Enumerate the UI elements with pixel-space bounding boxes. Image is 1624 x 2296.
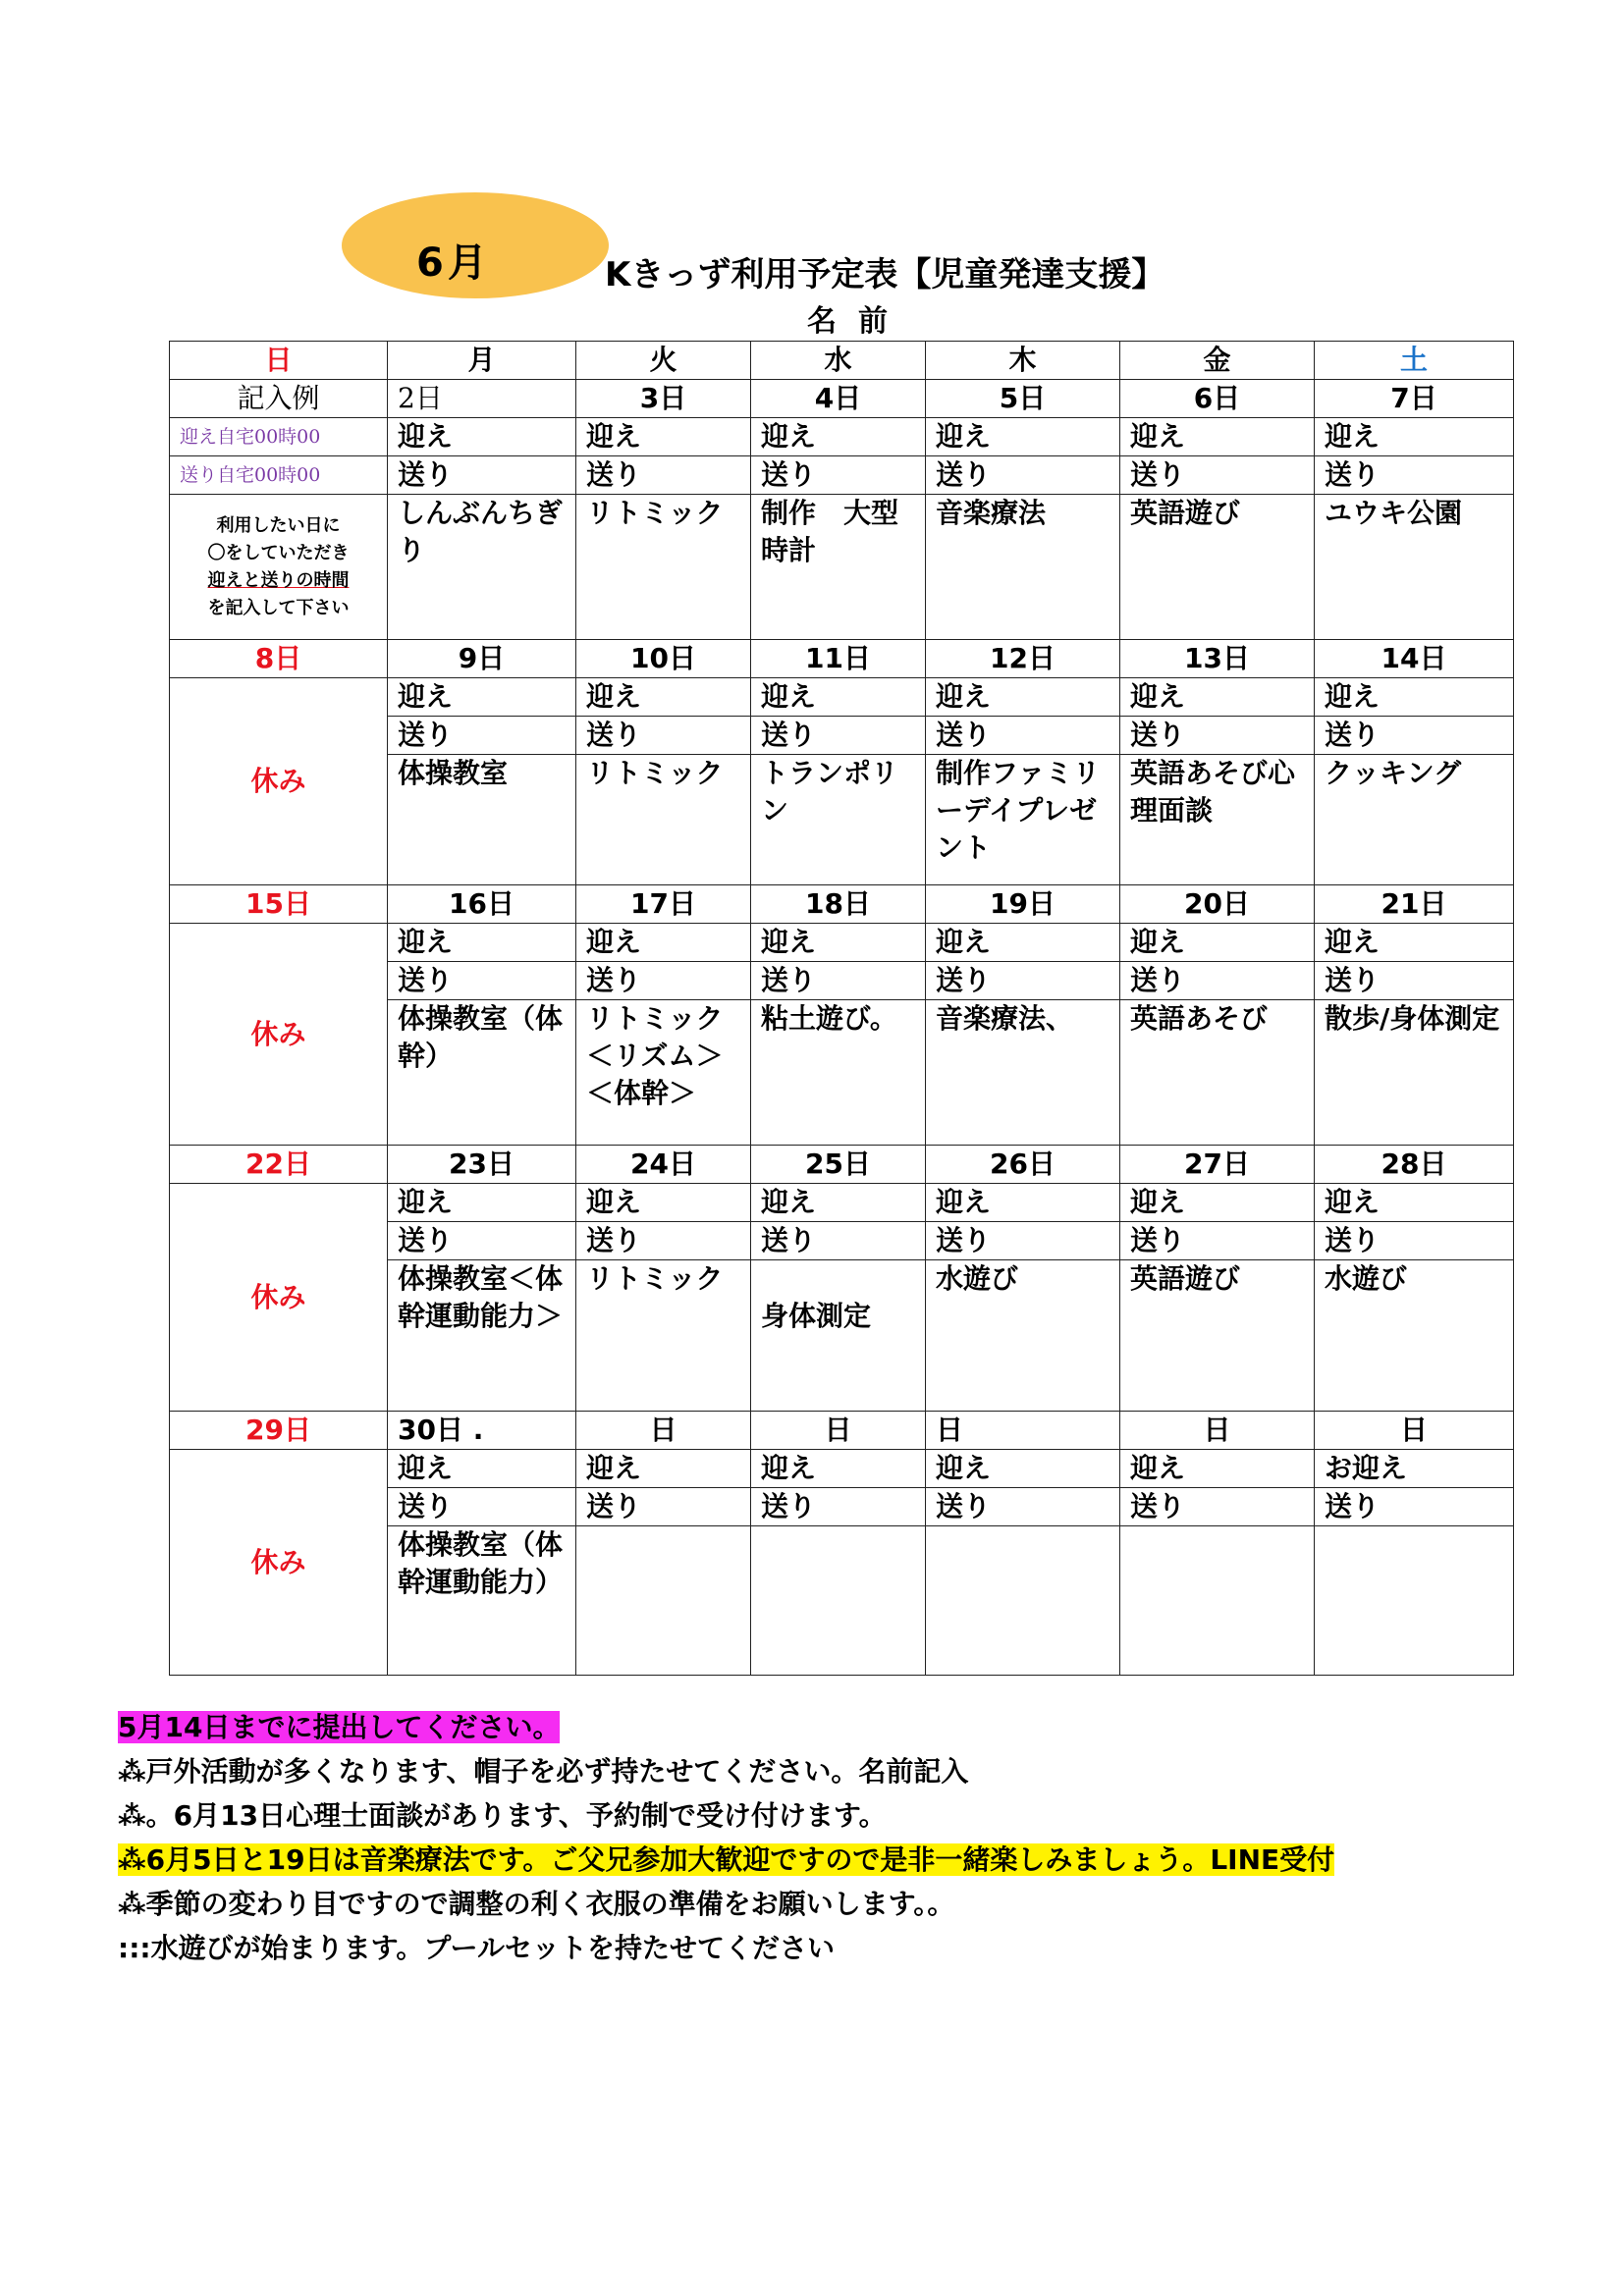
pickup-field[interactable]: 迎え — [926, 924, 1120, 962]
activity-cell[interactable] — [576, 1526, 751, 1676]
dropoff-field[interactable]: 送り — [1120, 1488, 1315, 1526]
dropoff-field[interactable]: 送り — [1120, 1222, 1315, 1260]
dropoff-field[interactable]: 送り — [1315, 717, 1514, 755]
dropoff-field[interactable]: 送り — [388, 717, 576, 755]
note-deadline — [118, 1708, 1334, 1752]
pickup-field[interactable]: 迎え — [926, 418, 1120, 456]
weekday-tue: 火 — [576, 342, 751, 380]
activity-cell[interactable]: 身体測定 — [751, 1260, 926, 1412]
pickup-field[interactable]: 迎え — [926, 1184, 1120, 1222]
week2-date-row — [170, 640, 1514, 678]
dropoff-field[interactable]: 送り — [576, 1488, 751, 1526]
pickup-field[interactable]: 迎え — [388, 924, 576, 962]
activity-cell[interactable]: リトミック — [576, 495, 751, 640]
example-instructions — [170, 495, 388, 640]
dropoff-field[interactable]: 送り — [388, 962, 576, 1000]
activity-cell[interactable]: 制作ファミリーデイプレゼント — [926, 755, 1120, 885]
pickup-field[interactable]: お迎え — [1315, 1450, 1514, 1488]
dropoff-field[interactable]: 送り — [1120, 456, 1315, 495]
date-cell: 4日 — [751, 380, 926, 418]
dropoff-field[interactable]: 送り — [926, 962, 1120, 1000]
activity-cell[interactable]: 制作 大型時計 — [751, 495, 926, 640]
name-label: 名前 — [807, 304, 909, 339]
example-pickup: 迎え自宅00時00 — [170, 418, 388, 456]
weekday-wed: 水 — [751, 342, 926, 380]
sunday-date: 8日 — [170, 640, 388, 678]
pickup-field[interactable]: 迎え — [1120, 1184, 1315, 1222]
weekday-fri: 金 — [1120, 342, 1315, 380]
music-therapy-note: ⁂6月5日と19日は音楽療法です。ご父兄参加大歓迎ですので是非一緒楽しみましょう。LINE受付 — [118, 1843, 1335, 1876]
date-cell: 20日 — [1120, 885, 1315, 924]
example-label: 記入例 — [170, 380, 388, 418]
note-item: :::水遊びが始まります。プールセットを持たせてください — [118, 1932, 835, 1964]
month-label: 6月 — [416, 240, 491, 286]
date-cell: 25日 — [751, 1146, 926, 1184]
week5-pickup-row — [170, 1450, 1514, 1488]
pickup-field[interactable]: 迎え — [576, 924, 751, 962]
dropoff-field[interactable]: 送り — [576, 962, 751, 1000]
week1-activity-row — [170, 495, 1514, 640]
weekday-header-row — [170, 342, 1514, 380]
activity-cell[interactable] — [751, 1526, 926, 1676]
dropoff-field[interactable]: 送り — [751, 1222, 926, 1260]
dropoff-field[interactable]: 送り — [926, 1488, 1120, 1526]
pickup-field[interactable]: 迎え — [1315, 418, 1514, 456]
dropoff-field[interactable]: 送り — [1315, 1222, 1514, 1260]
pickup-field[interactable]: 迎え — [388, 1450, 576, 1488]
dropoff-field[interactable]: 送り — [751, 717, 926, 755]
instruction-line: 利用したい日に — [216, 514, 341, 536]
weekday-thu: 木 — [926, 342, 1120, 380]
date-cell: 12日 — [926, 640, 1120, 678]
activity-cell[interactable]: 水遊び — [926, 1260, 1120, 1412]
activity-cell[interactable]: リトミック＜リズム＞＜体幹＞ — [576, 1000, 751, 1146]
notes-section — [118, 1708, 1334, 1973]
dropoff-field[interactable]: 送り — [388, 1488, 576, 1526]
date-cell: 日 — [576, 1412, 751, 1450]
date-cell: 26日 — [926, 1146, 1120, 1184]
note-item: ⁂。6月13日心理士面談があります、予約制で受け付けます。 — [118, 1799, 887, 1832]
note-item: ⁂季節の変わり目ですので調整の利く衣服の準備をお願いします。。 — [118, 1888, 955, 1920]
pickup-field[interactable]: 迎え — [926, 1450, 1120, 1488]
instruction-line: 迎えと送りの時間 — [207, 569, 350, 591]
activity-cell[interactable]: 体操教室＜体幹運動能力＞ — [388, 1260, 576, 1412]
week1-date-row — [170, 380, 1514, 418]
pickup-field[interactable]: 迎え — [388, 678, 576, 717]
date-cell: 30日 . — [388, 1412, 576, 1450]
week2-pickup-row — [170, 678, 1514, 717]
dropoff-field[interactable]: 送り — [1120, 717, 1315, 755]
date-cell: 2日 — [388, 380, 576, 418]
week4-pickup-row — [170, 1184, 1514, 1222]
sunday-date: 29日 — [170, 1412, 388, 1450]
pickup-field[interactable]: 迎え — [1120, 1450, 1315, 1488]
pickup-field[interactable]: 迎え — [576, 1450, 751, 1488]
pickup-field[interactable]: 迎え — [751, 678, 926, 717]
instruction-line: 〇をしていただき — [207, 542, 350, 563]
date-cell: 14日 — [1315, 640, 1514, 678]
date-cell: 日 — [926, 1412, 1120, 1450]
date-cell: 17日 — [576, 885, 751, 924]
dropoff-field[interactable]: 送り — [1315, 962, 1514, 1000]
dropoff-field[interactable]: 送り — [751, 962, 926, 1000]
activity-cell[interactable]: リトミック — [576, 755, 751, 885]
pickup-field[interactable]: 迎え — [576, 418, 751, 456]
dropoff-field[interactable]: 送り — [926, 456, 1120, 495]
date-cell: 24日 — [576, 1146, 751, 1184]
date-cell: 13日 — [1120, 640, 1315, 678]
dropoff-field[interactable]: 送り — [576, 717, 751, 755]
example-dropoff: 送り自宅00時00 — [170, 456, 388, 495]
date-cell: 18日 — [751, 885, 926, 924]
sunday-closed: 休み — [170, 1184, 388, 1412]
pickup-field[interactable]: 迎え — [1315, 678, 1514, 717]
date-cell: 6日 — [1120, 380, 1315, 418]
deadline-text: 5月14日までに提出してください。 — [118, 1711, 561, 1743]
note-item — [118, 1841, 1334, 1885]
activity-cell[interactable]: 英語遊び — [1120, 1260, 1315, 1412]
date-cell: 日 — [1120, 1412, 1315, 1450]
pickup-field[interactable]: 迎え — [751, 924, 926, 962]
activity-cell[interactable]: 散歩/身体測定 — [1315, 1000, 1514, 1146]
dropoff-field[interactable]: 送り — [751, 1488, 926, 1526]
activity-cell[interactable] — [1120, 1526, 1315, 1676]
dropoff-field[interactable]: 送り — [751, 456, 926, 495]
dropoff-field[interactable]: 送り — [1120, 962, 1315, 1000]
activity-cell[interactable]: リトミック — [576, 1260, 751, 1412]
activity-cell[interactable]: 水遊び — [1315, 1260, 1514, 1412]
activity-cell[interactable]: 英語遊び — [1120, 495, 1315, 640]
dropoff-field[interactable]: 送り — [576, 456, 751, 495]
pickup-field[interactable]: 迎え — [751, 418, 926, 456]
activity-cell[interactable]: 体操教室（体幹） — [388, 1000, 576, 1146]
date-cell: 5日 — [926, 380, 1120, 418]
activity-cell[interactable] — [926, 1526, 1120, 1676]
week5-date-row — [170, 1412, 1514, 1450]
sunday-date: 22日 — [170, 1146, 388, 1184]
pickup-field[interactable]: 迎え — [388, 1184, 576, 1222]
date-cell: 21日 — [1315, 885, 1514, 924]
week1-pickup-row — [170, 418, 1514, 456]
note-item: ⁂戸外活動が多くなります、帽子を必ず持たせてください。名前記入 — [118, 1755, 969, 1788]
pickup-field[interactable]: 迎え — [1120, 418, 1315, 456]
date-cell: 11日 — [751, 640, 926, 678]
date-cell: 10日 — [576, 640, 751, 678]
date-cell: 28日 — [1315, 1146, 1514, 1184]
activity-cell[interactable]: 粘土遊び。 — [751, 1000, 926, 1146]
date-cell: 日 — [751, 1412, 926, 1450]
activity-cell[interactable]: しんぶんちぎり — [388, 495, 576, 640]
dropoff-field[interactable]: 送り — [1315, 1488, 1514, 1526]
activity-cell[interactable]: 音楽療法、 — [926, 1000, 1120, 1146]
activity-cell[interactable]: トランポリン — [751, 755, 926, 885]
activity-cell[interactable]: 英語あそび — [1120, 1000, 1315, 1146]
activity-cell[interactable]: 音楽療法 — [926, 495, 1120, 640]
pickup-field[interactable]: 迎え — [1120, 678, 1315, 717]
activity-cell[interactable]: 英語あそび心理面談 — [1120, 755, 1315, 885]
dropoff-field[interactable]: 送り — [388, 1222, 576, 1260]
weekday-sat: 土 — [1315, 342, 1514, 380]
sunday-closed: 休み — [170, 1450, 388, 1676]
dropoff-field[interactable]: 送り — [926, 1222, 1120, 1260]
date-cell: 23日 — [388, 1146, 576, 1184]
instruction-line: を記入して下さい — [207, 597, 350, 618]
weekday-mon: 月 — [388, 342, 576, 380]
pickup-field[interactable]: 迎え — [576, 678, 751, 717]
activity-cell[interactable]: ユウキ公園 — [1315, 495, 1514, 640]
dropoff-field[interactable]: 送り — [388, 456, 576, 495]
activity-cell[interactable]: 体操教室（体幹運動能力） — [388, 1526, 576, 1676]
schedule-table — [169, 341, 1514, 1676]
pickup-field[interactable]: 迎え — [1315, 1184, 1514, 1222]
date-cell: 19日 — [926, 885, 1120, 924]
page-title: Kきっず利用予定表【児童発達支援】 — [605, 255, 1165, 294]
dropoff-field[interactable]: 送り — [926, 717, 1120, 755]
pickup-field[interactable]: 迎え — [576, 1184, 751, 1222]
activity-cell[interactable] — [1315, 1526, 1514, 1676]
week3-pickup-row — [170, 924, 1514, 962]
date-cell: 日 — [1315, 1412, 1514, 1450]
week1-dropoff-row — [170, 456, 1514, 495]
sunday-closed: 休み — [170, 924, 388, 1146]
date-cell: 27日 — [1120, 1146, 1315, 1184]
date-cell: 16日 — [388, 885, 576, 924]
dropoff-field[interactable]: 送り — [1315, 456, 1514, 495]
weekday-sun: 日 — [170, 342, 388, 380]
pickup-field[interactable]: 迎え — [926, 678, 1120, 717]
pickup-field[interactable]: 迎え — [388, 418, 576, 456]
sunday-date: 15日 — [170, 885, 388, 924]
date-cell: 9日 — [388, 640, 576, 678]
pickup-field[interactable]: 迎え — [1120, 924, 1315, 962]
week4-date-row — [170, 1146, 1514, 1184]
activity-cell[interactable]: 体操教室 — [388, 755, 576, 885]
activity-cell[interactable]: クッキング — [1315, 755, 1514, 885]
pickup-field[interactable]: 迎え — [751, 1184, 926, 1222]
week3-date-row — [170, 885, 1514, 924]
dropoff-field[interactable]: 送り — [576, 1222, 751, 1260]
date-cell: 7日 — [1315, 380, 1514, 418]
pickup-field[interactable]: 迎え — [1315, 924, 1514, 962]
date-cell: 3日 — [576, 380, 751, 418]
sunday-closed: 休み — [170, 678, 388, 885]
pickup-field[interactable]: 迎え — [751, 1450, 926, 1488]
